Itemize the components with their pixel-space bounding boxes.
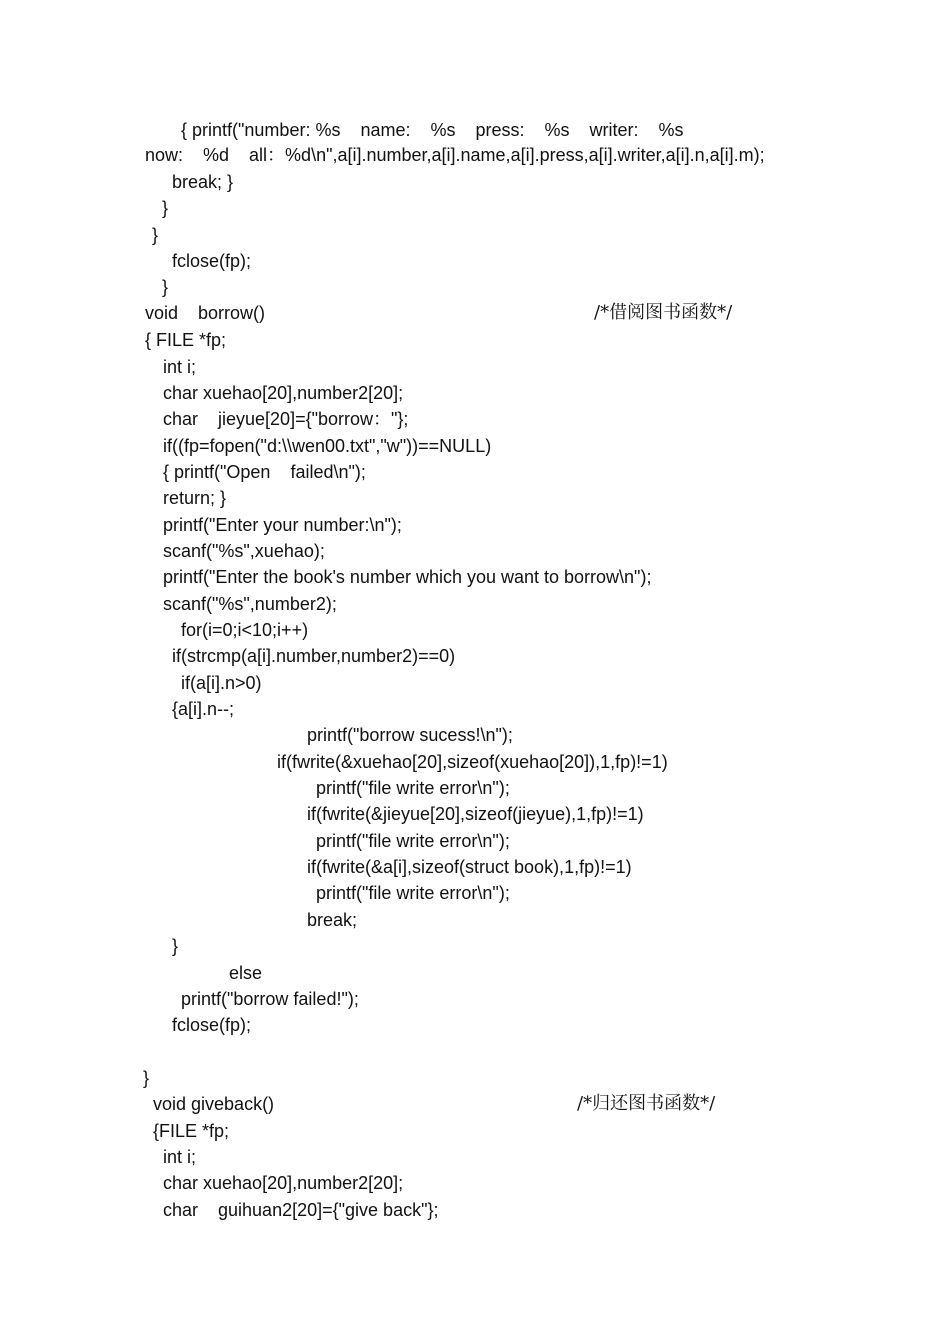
code-line: if((fp=fopen("d:\\wen00.txt","w"))==NULL) <box>163 436 492 456</box>
code-line: {a[i].n--; <box>172 699 235 719</box>
code-line: scanf("%s",number2); <box>163 594 337 614</box>
code-line: if(fwrite(&xuehao[20],sizeof(xuehao[20]),1,fp)!=1) <box>277 752 668 772</box>
code-line: fclose(fp); <box>172 1015 252 1035</box>
code-line: { FILE *fp; <box>145 330 227 350</box>
code-line: { printf("Open failed\n"); <box>163 462 366 482</box>
code-line: printf("file write error\n"); <box>316 778 510 798</box>
code-line: { printf("number: %s name: %s press: %s writer: %s <box>181 120 684 140</box>
code-line: {FILE *fp; <box>153 1121 230 1141</box>
code-line: if(fwrite(&a[i],sizeof(struct book),1,fp)!=1) <box>307 857 632 877</box>
code-line: break; } <box>172 172 234 192</box>
code-line: char jieyue[20]={"borrow："}; <box>163 409 409 429</box>
code-line: } <box>143 1068 150 1088</box>
code-line: scanf("%s",xuehao); <box>163 541 325 561</box>
code-line: printf("Enter the book's number which you want to borrow\n"); <box>163 567 652 587</box>
code-line: break; <box>307 910 358 930</box>
code-line: } <box>162 198 169 218</box>
code-line: if(fwrite(&jieyue[20],sizeof(jieyue),1,fp)!=1) <box>307 804 644 824</box>
code-line: if(a[i].n>0) <box>181 673 262 693</box>
code-line: char guihuan2[20]={"give back"}; <box>163 1200 439 1220</box>
code-line: if(strcmp(a[i].number,number2)==0) <box>172 646 456 666</box>
function-signature: void giveback() <box>153 1094 275 1114</box>
code-line: for(i=0;i<10;i++) <box>181 620 309 640</box>
code-line: printf("borrow sucess!\n"); <box>307 725 513 745</box>
code-line: int i; <box>163 357 197 377</box>
code-line: printf("file write error\n"); <box>316 883 510 903</box>
code-line: now: %d all：%d\n",a[i].number,a[i].name,a[i].press,a[i].writer,a[i].n,a[i].m); <box>145 145 765 165</box>
code-line: } <box>172 936 179 956</box>
code-line: char xuehao[20],number2[20]; <box>163 1173 404 1193</box>
code-line: printf("borrow failed!"); <box>181 989 359 1009</box>
code-line: int i; <box>163 1147 197 1167</box>
code-line: else <box>229 963 263 983</box>
comment-giveback: /*归还图书函数*/ <box>577 1093 716 1114</box>
function-signature: void borrow() <box>145 303 266 323</box>
code-line: printf("Enter your number:\n"); <box>163 515 402 535</box>
code-line: char xuehao[20],number2[20]; <box>163 383 404 403</box>
code-line: return; } <box>163 488 227 508</box>
code-line: fclose(fp); <box>172 251 252 271</box>
code-line: } <box>152 225 159 245</box>
comment-borrow: /*借阅图书函数*/ <box>594 302 733 323</box>
code-line: } <box>162 277 169 297</box>
code-line: printf("file write error\n"); <box>316 831 510 851</box>
